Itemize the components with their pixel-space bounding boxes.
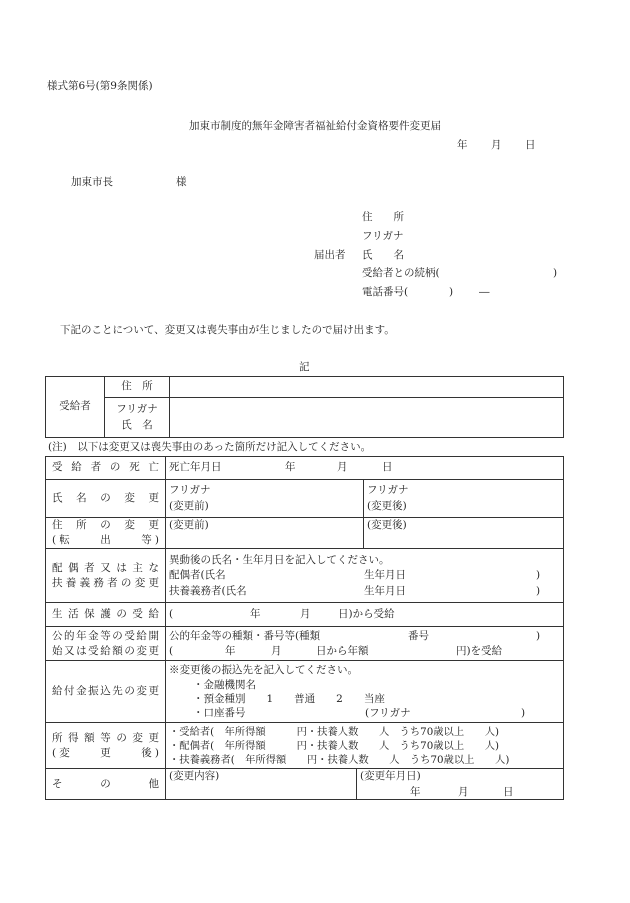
address-change-label xyxy=(46,518,166,549)
recipient-table xyxy=(45,376,564,438)
form-number: 様式第6号(第9条関係) xyxy=(47,80,153,92)
death-month: 月 xyxy=(337,461,348,474)
bank-furigana-label: (フリガナ xyxy=(365,707,411,720)
death-label: 受給者の死亡 xyxy=(46,457,166,480)
name-after-label: (変更後) xyxy=(367,499,407,512)
income-spouse: ・配偶者( 年所得額 円・扶養人数 人 うち70歳以上 人) xyxy=(169,739,500,752)
pension-year: 年 xyxy=(225,644,236,657)
row-address-change xyxy=(46,518,564,549)
row-death xyxy=(46,457,564,480)
bank-label: 給付金振込先の変更 xyxy=(46,661,166,723)
recipient-name-field[interactable] xyxy=(170,398,564,438)
applicant-furigana-label[interactable]: フリガナ xyxy=(362,230,404,242)
form-title: 加東市制度的無年金障害者福祉給付金資格要件変更届 xyxy=(189,120,441,132)
applicant-phone-dash: ― xyxy=(479,286,490,298)
other-label: そ の 他 xyxy=(46,769,166,800)
bank-institution-label: ・金融機関名 xyxy=(193,678,256,691)
pension-number-label: 番号 xyxy=(408,629,429,642)
note: (注) 以下は変更又は喪失事由のあった箇所だけ記入してください。 xyxy=(48,441,372,453)
recipient-name-label xyxy=(105,398,170,438)
supporter-name-label: 扶養義務者(氏名 xyxy=(169,584,247,597)
pension-mid: 日から年額 xyxy=(316,644,369,657)
row-other xyxy=(46,769,564,800)
welfare-open: ( xyxy=(169,608,174,621)
spouse-label xyxy=(46,549,166,603)
applicant-relation-label[interactable]: 受給者との続柄( xyxy=(362,267,440,279)
change-table xyxy=(45,456,564,800)
addressee-name: 加東市長 xyxy=(71,176,113,188)
income-supporter: ・扶養義務者( 年所得額 円・扶養人数 人 うち70歳以上 人) xyxy=(169,754,510,767)
name-before-furigana: フリガナ xyxy=(169,484,211,497)
supporter-close: ) xyxy=(536,584,541,597)
spouse-line xyxy=(169,568,560,583)
applicant-phone-label[interactable]: 電話番号( xyxy=(362,286,409,298)
row-spouse xyxy=(46,549,564,603)
other-content-label: (変更内容) xyxy=(169,770,220,783)
pension-label-1: 公的年金等の受給開 xyxy=(52,629,159,642)
supporter-line xyxy=(169,584,560,599)
spouse-label-1: 配偶者又は主な xyxy=(52,561,159,574)
addressee-honorific: 様 xyxy=(176,176,187,188)
recipient-address-label: 住 所 xyxy=(105,377,170,398)
address-before-label: (変更前) xyxy=(169,519,209,531)
date-day[interactable]: 日 xyxy=(525,139,536,151)
supporter-birth-label: 生年月日 xyxy=(364,584,406,597)
statement: 下記のことについて、変更又は喪失事由が生じましたので届け出ます。 xyxy=(60,324,395,336)
recipient-furigana-text: フリガナ xyxy=(116,403,158,416)
spouse-field[interactable] xyxy=(166,549,564,603)
name-before-field[interactable] xyxy=(166,480,364,518)
address-after-label: (変更後) xyxy=(367,519,407,531)
welfare-field[interactable] xyxy=(166,603,564,627)
spouse-close: ) xyxy=(536,569,541,582)
death-field[interactable] xyxy=(166,457,564,480)
pension-label xyxy=(46,627,166,661)
name-after-furigana: フリガナ xyxy=(367,484,409,497)
pension-line-2 xyxy=(169,644,560,659)
applicant-label: 届出者 xyxy=(314,249,346,261)
date-year[interactable]: 年 xyxy=(457,139,468,151)
bank-account-type: ・預金種別 1 普通 2 当座 xyxy=(193,692,385,705)
applicant-phone-close: ) xyxy=(449,286,454,298)
death-date-label: 死亡年月日 xyxy=(169,461,222,474)
name-change-label: 氏名の変更 xyxy=(46,480,166,518)
other-content-field[interactable] xyxy=(166,769,357,800)
ki-heading: 記 xyxy=(299,361,310,373)
bank-account-number-label: ・口座番号 xyxy=(193,707,246,720)
welfare-year: 年 xyxy=(250,608,261,621)
other-month: 月 xyxy=(458,785,469,798)
pension-type-label: 公的年金等の種類・番号等(種類 xyxy=(169,629,321,642)
death-day: 日 xyxy=(382,461,393,474)
row-income xyxy=(46,723,564,769)
death-year: 年 xyxy=(285,461,296,474)
bank-account-line xyxy=(169,706,560,720)
other-date-label: (変更年月日) xyxy=(360,770,421,783)
other-day: 日 xyxy=(503,785,514,798)
income-recipient: ・受給者( 年所得額 円・扶養人数 人 うち70歳以上 人) xyxy=(169,725,500,738)
name-after-field[interactable] xyxy=(364,480,564,518)
spouse-label-2: 扶養義務者の変更 xyxy=(52,576,159,589)
address-after-field[interactable] xyxy=(364,518,564,549)
income-field[interactable] xyxy=(166,723,564,769)
row-welfare xyxy=(46,603,564,627)
applicant-name-label[interactable]: 氏 名 xyxy=(362,249,404,261)
address-change-label-1: 住所の変更 xyxy=(52,519,159,531)
applicant-address-label[interactable]: 住 所 xyxy=(362,211,404,223)
other-year: 年 xyxy=(410,785,421,798)
bank-instruction: ※変更後の振込先を記入してください。 xyxy=(169,664,358,677)
pension-line-1 xyxy=(169,629,560,644)
pension-open: ( xyxy=(169,644,174,657)
row-pension xyxy=(46,627,564,661)
recipient-label: 受給者 xyxy=(46,377,105,438)
income-label-2: (変 更 後) xyxy=(52,746,159,759)
row-name-change xyxy=(46,480,564,518)
pension-month: 月 xyxy=(271,644,282,657)
welfare-month: 月 xyxy=(300,608,311,621)
row-bank xyxy=(46,661,564,723)
address-before-field[interactable] xyxy=(166,518,364,549)
applicant-relation-close: ) xyxy=(553,267,558,279)
spouse-birth-label: 生年月日 xyxy=(364,569,406,582)
pension-field[interactable] xyxy=(166,627,564,661)
pension-label-2: 始又は受給額の変更 xyxy=(52,644,159,657)
address-change-label-2: (転 出 等) xyxy=(52,534,159,547)
date-month[interactable]: 月 xyxy=(491,139,502,151)
bank-field[interactable] xyxy=(166,661,564,723)
recipient-address-field[interactable] xyxy=(170,377,564,398)
other-date-line xyxy=(360,785,560,799)
recipient-name-text: 氏 名 xyxy=(121,418,153,431)
spouse-name-label: 配偶者(氏名 xyxy=(169,569,226,582)
spouse-instruction: 異動後の氏名・生年月日を記入してください。 xyxy=(169,554,390,567)
name-before-label: (変更前) xyxy=(169,499,209,512)
pension-end: 円)を受給 xyxy=(456,644,503,657)
welfare-rest: 日)から受給 xyxy=(338,608,395,621)
pension-close: ) xyxy=(536,629,541,642)
welfare-label: 生活保護の受給 xyxy=(46,603,166,627)
income-label-1: 所得額等の変更 xyxy=(52,731,159,744)
bank-close: ) xyxy=(521,707,526,720)
income-label xyxy=(46,723,166,769)
other-date-field[interactable] xyxy=(357,769,564,800)
